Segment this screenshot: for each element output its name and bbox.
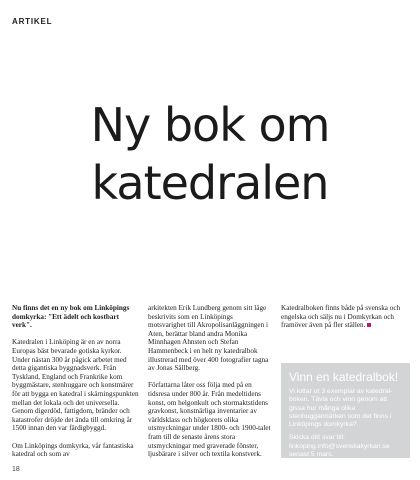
contest-submission-info: Skicka ditt svar till: linkoping.info@svenskakyrkan.se senast 5 mars. bbox=[289, 434, 390, 459]
article-paragraph: Om Linköpings domkyrka, vår fantastiska katedral och som av bbox=[12, 441, 134, 459]
article-paragraph: Katedralen i Linköping är en av norra Europas bäst bevarade gotiska kyrkor. Under nästan 300 år pågick arbetet med detta gigantiska byggnadsverk. Från Tyskland, England och Frankrike kom byggmästare, stenhuggare och konstmärer för att bygga en katedral i skärningspunkten mellan det lokala och det universella. Genom digerdöd, fattigdom, bränder och katastrofer dröjde det ända till omkring år 1500 innan den var färdigbyggd. bbox=[12, 338, 139, 433]
square-end-mark-icon bbox=[367, 323, 371, 327]
article-column-1 bbox=[12, 304, 140, 467]
page-number: 18 bbox=[12, 466, 20, 473]
article-paragraph-text: Katedralboken finns både på svenska och engelska och säljs nu i Domkyrkan och framöver även på fler ställen. bbox=[281, 304, 401, 330]
article-paragraph: arkitekten Erik Lundberg genom sitt läge beskrivits som en Linköpings motsvarighet till Akropolisanläggningen i Aten, berättar bland andra Monika Minnhagen Ahnsten och Stefan Hammenbeck i en helt ny katedralbok illustrerad med över 400 fotografier tagna av Jonas Sällberg. bbox=[148, 304, 269, 373]
contest-description: Vi lottar ut 3 exemplar av katedral-boken. Tävla och vinn genom att gissa hur många olika stenhuggarmärken som det finns i Linköpings domkyrka? bbox=[289, 388, 393, 429]
article-column-2 bbox=[148, 304, 272, 467]
article-paragraph: Författarna låter oss följa med på en tidsresa under 800 år. Från medeltidens konst, om helgonkult och stormaktstidens gravkonst, konstnärliga inventarier av världsklass och högkorets olika utsmyckningar under 1800- och 1900-talet fram till de senaste årens stora utsmyckningar med graverade fönster, ljusbärare i silver och textila konstverk. bbox=[148, 381, 271, 459]
article-paragraph-final bbox=[281, 304, 407, 330]
headline bbox=[0, 96, 420, 212]
article-column-3 bbox=[281, 304, 407, 338]
section-label: ARTIKEL bbox=[12, 17, 53, 26]
headline-line-2: katedralen bbox=[91, 156, 329, 210]
contest-title: Vinn en katedralbok! bbox=[289, 370, 399, 384]
headline-line-1: Ny bok om bbox=[90, 98, 330, 152]
contest-box bbox=[281, 363, 410, 458]
article-lead: Nu finns det en ny bok om Linköpings domkyrka: "Ett ädelt och kostbart verk". bbox=[12, 304, 130, 330]
